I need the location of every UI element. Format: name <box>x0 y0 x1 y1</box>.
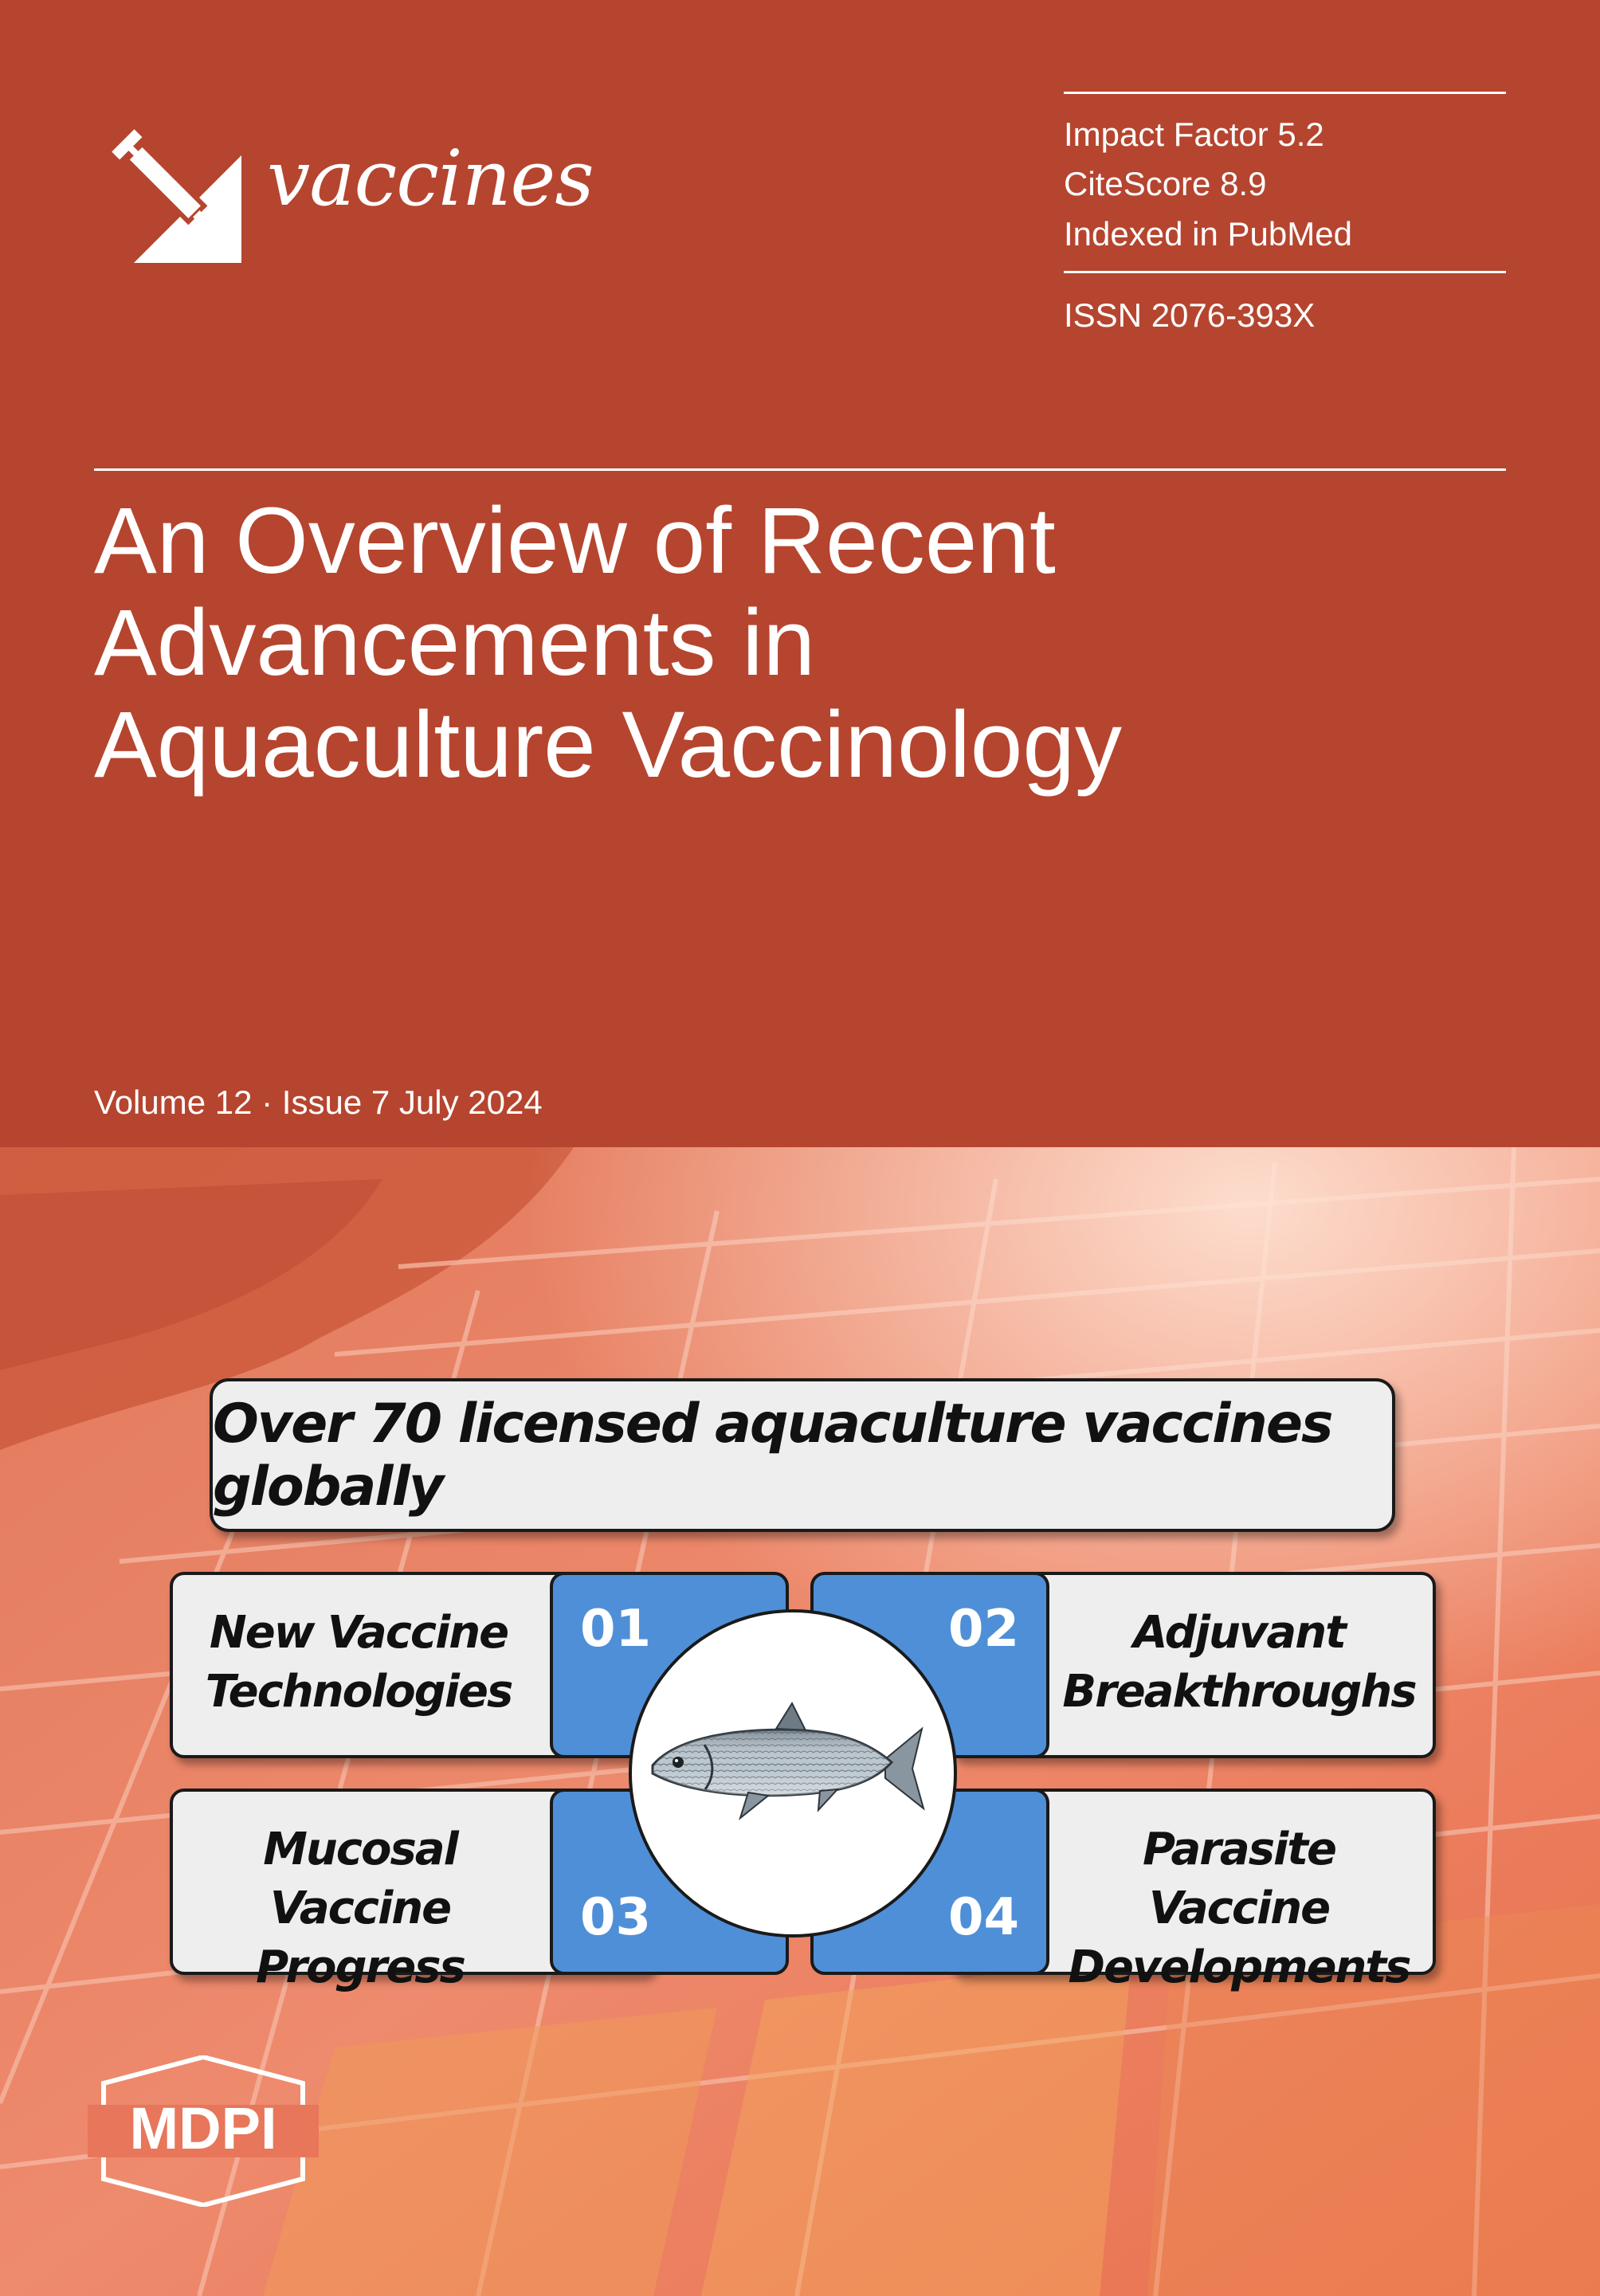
item-label-2 <box>1056 1604 1422 1722</box>
article-title <box>94 490 1528 796</box>
title-line-1: An Overview of Recent <box>94 488 1056 594</box>
item-number-1: 01 <box>580 1600 652 1659</box>
publisher-name: MDPI <box>129 2095 277 2161</box>
mdpi-logo <box>88 2055 319 2207</box>
item-2-line-1: Adjuvant <box>1133 1607 1345 1659</box>
item-3-line-2: Progress <box>256 1941 465 1993</box>
item-1-line-2: Technologies <box>205 1666 512 1718</box>
indexed-in: Indexed in PubMed <box>1064 215 1352 253</box>
volume-issue: Volume 12 · Issue 7 July 2024 <box>94 1083 543 1121</box>
journal-name: vaccines <box>267 134 594 223</box>
item-number-2: 02 <box>948 1600 1020 1659</box>
title-line-3: Aquaculture Vaccinology <box>94 692 1123 797</box>
syringe-triangle-icon <box>94 112 253 271</box>
center-circle <box>629 1609 957 1937</box>
item-1-line-1: New Vaccine <box>209 1607 508 1659</box>
item-3-line-1: Mucosal Vaccine <box>263 1824 457 1934</box>
item-number-3: 03 <box>580 1888 652 1947</box>
divider-top <box>1064 92 1506 94</box>
impact-factor: Impact Factor 5.2 <box>1064 116 1324 153</box>
title-divider <box>94 468 1506 471</box>
divider-mid <box>1064 271 1506 273</box>
issn: ISSN 2076-393X <box>1064 296 1316 334</box>
cite-score: CiteScore 8.9 <box>1064 165 1267 202</box>
fish-icon <box>629 1609 951 1931</box>
item-4-line-2: Developments <box>1068 1941 1410 1993</box>
title-line-2: Advancements in <box>94 590 816 695</box>
item-number-4: 04 <box>948 1888 1020 1947</box>
item-4-line-1: Parasite Vaccine <box>1143 1824 1335 1934</box>
cover-header <box>0 0 1600 1147</box>
item-label-1 <box>183 1604 534 1722</box>
headline-banner: Over 70 licensed aquaculture vaccines globally <box>210 1378 1395 1532</box>
item-label-3 <box>177 1820 543 1997</box>
item-2-line-2: Breakthroughs <box>1062 1666 1416 1718</box>
item-label-4 <box>1052 1820 1426 1997</box>
